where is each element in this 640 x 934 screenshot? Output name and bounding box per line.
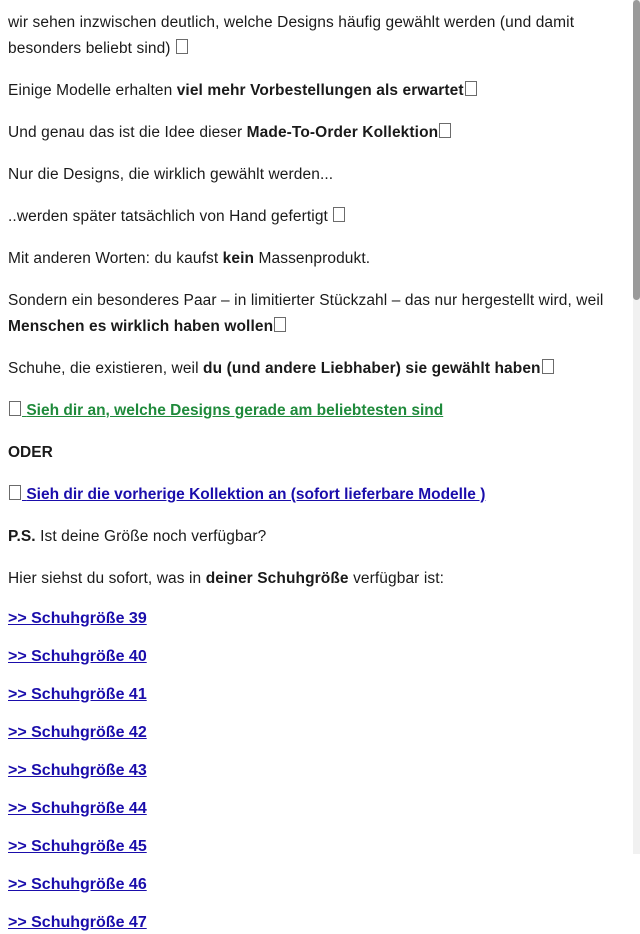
size-link-row	[8, 836, 624, 858]
size-link-row	[8, 684, 624, 706]
size-intro-before: Hier siehst du sofort, was in	[8, 570, 206, 587]
size-link-row	[8, 608, 624, 630]
vertical-scrollbar[interactable]	[633, 0, 640, 854]
paragraph-8-emphasis: du (und andere Liebhaber) sie gewählt haben	[203, 360, 541, 377]
cta-primary-row	[8, 398, 624, 424]
size-link-row	[8, 912, 624, 934]
paragraph-4-text: Nur die Designs, die wirklich gewählt werden...	[8, 166, 334, 183]
size-link-45[interactable]: >> Schuhgröße 45	[8, 838, 147, 855]
pointer-emoji-icon	[9, 485, 21, 500]
emoji-placeholder-icon	[274, 317, 286, 332]
size-links-list	[8, 608, 624, 934]
size-link-41[interactable]: >> Schuhgröße 41	[8, 686, 147, 703]
paragraph-2-lead: Einige Modelle erhalten	[8, 82, 177, 99]
emoji-placeholder-icon	[439, 123, 451, 138]
paragraph-6-emphasis: kein	[222, 250, 255, 267]
ps-label: P.S.	[8, 528, 36, 545]
paragraph-8-lead: Schuhe, die existieren, weil	[8, 360, 204, 377]
size-intro-emphasis: deiner Schuhgröße	[205, 570, 349, 587]
ps-text: Ist deine Größe noch verfügbar?	[35, 528, 267, 545]
divider-oder: ODER	[8, 444, 53, 461]
cta-previous-collection-label: Sieh dir die vorherige Kollektion an (sofort lieferbare Modelle )	[26, 486, 486, 503]
size-intro-after: verfügbar ist:	[348, 570, 445, 587]
paragraph-3	[8, 120, 624, 146]
paragraph-3-lead: Und genau das ist die Idee dieser	[8, 124, 247, 141]
emoji-placeholder-icon	[542, 359, 554, 374]
size-link-row	[8, 722, 624, 744]
paragraph-1	[8, 10, 624, 62]
paragraph-7	[8, 288, 624, 340]
paragraph-4	[8, 162, 624, 188]
paragraph-7-emphasis: Menschen es wirklich haben wollen	[8, 318, 274, 335]
size-link-42[interactable]: >> Schuhgröße 42	[8, 724, 147, 741]
size-link-row	[8, 798, 624, 820]
size-link-47[interactable]: >> Schuhgröße 47	[8, 914, 147, 931]
pointer-emoji-icon	[9, 401, 21, 416]
paragraph-5	[8, 204, 624, 230]
emoji-placeholder-icon	[465, 81, 477, 96]
paragraph-2-emphasis: viel mehr Vorbestellungen als erwartet	[176, 82, 464, 99]
emoji-placeholder-icon	[176, 39, 188, 54]
size-link-row	[8, 760, 624, 782]
scrollbar-thumb[interactable]	[633, 0, 640, 300]
size-link-46[interactable]: >> Schuhgröße 46	[8, 876, 147, 893]
emoji-placeholder-icon	[333, 207, 345, 222]
paragraph-5-text: ..werden später tatsächlich von Hand gefertigt	[8, 208, 333, 225]
paragraph-6-tail: Massenprodukt.	[254, 250, 371, 267]
cta-previous-collection-link[interactable]	[8, 486, 485, 503]
paragraph-7-lead: Sondern ein besonderes Paar – in limitierter Stückzahl – das nur hergestellt wird, weil	[8, 292, 604, 309]
size-intro-line	[8, 566, 624, 592]
cta-popular-designs-label: Sieh dir an, welche Designs gerade am beliebtesten sind	[26, 402, 444, 419]
size-link-39[interactable]: >> Schuhgröße 39	[8, 610, 147, 627]
paragraph-2	[8, 78, 624, 104]
size-link-row	[8, 874, 624, 896]
paragraph-1-text: wir sehen inzwischen deutlich, welche Designs häufig gewählt werden (und damit besonders beliebt sind)	[8, 14, 575, 57]
paragraph-3-emphasis: Made-To-Order Kollektion	[246, 124, 439, 141]
size-link-43[interactable]: >> Schuhgröße 43	[8, 762, 147, 779]
paragraph-6	[8, 246, 624, 272]
cta-secondary-row	[8, 482, 624, 508]
paragraph-8	[8, 356, 624, 382]
size-link-44[interactable]: >> Schuhgröße 44	[8, 800, 147, 817]
paragraph-6-lead: Mit anderen Worten: du kaufst	[8, 250, 223, 267]
size-link-40[interactable]: >> Schuhgröße 40	[8, 648, 147, 665]
size-link-row	[8, 646, 624, 668]
ps-line	[8, 524, 624, 550]
cta-popular-designs-link[interactable]	[8, 402, 443, 419]
